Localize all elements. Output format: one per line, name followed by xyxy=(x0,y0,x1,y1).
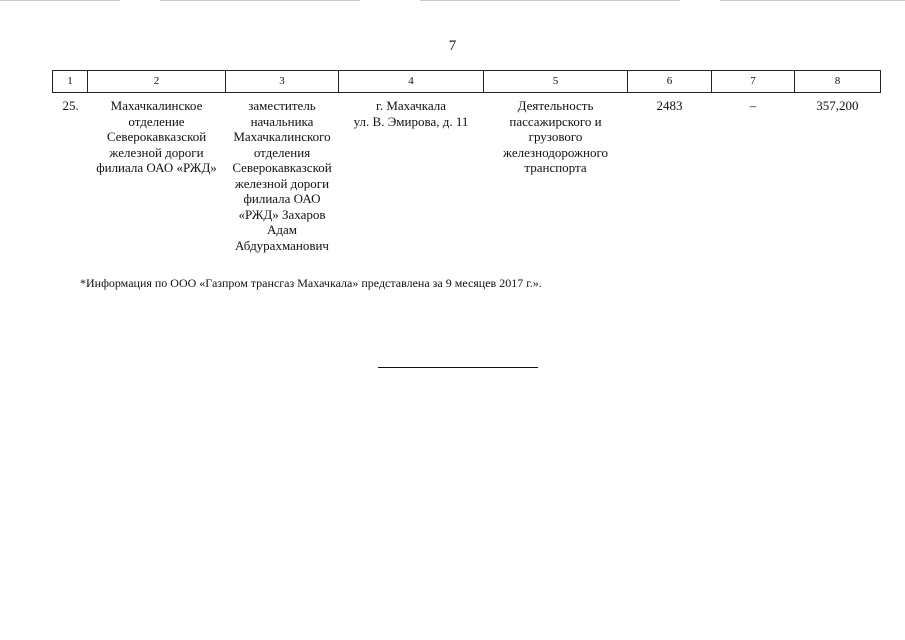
cell-line: пассажирского и xyxy=(509,113,602,129)
table-row xyxy=(53,93,881,254)
cell-line: железнодорожного xyxy=(503,144,608,160)
cell-line: заместитель xyxy=(248,98,316,113)
cell-line: Деятельность xyxy=(517,98,594,113)
column-header-8: 8 xyxy=(795,71,881,93)
organization-cell xyxy=(88,93,226,254)
scan-artifact xyxy=(420,0,680,1)
column-header-1: 1 xyxy=(53,71,88,93)
cell-line: Абдурахманович xyxy=(235,237,329,253)
scan-artifact xyxy=(0,0,120,1)
footnote: *Информация по ООО «Газпром трансгаз Махачкала» представлена за 9 месяцев 2017 г.». xyxy=(80,276,542,290)
column-header-4: 4 xyxy=(339,71,484,93)
column-header-6: 6 xyxy=(628,71,712,93)
cell-line: грузового xyxy=(528,129,583,144)
header-row xyxy=(53,71,881,93)
column-header-3: 3 xyxy=(226,71,339,93)
cell-line: Северокавказской xyxy=(106,129,207,144)
cell-line: транспорта xyxy=(524,160,587,175)
address-cell xyxy=(339,93,484,254)
cell-line: филиала ОАО «РЖД» xyxy=(96,160,217,175)
head-cell xyxy=(226,93,339,254)
cell-line: филиала ОАО xyxy=(243,191,321,206)
cell-line: Адам xyxy=(267,222,297,237)
column-6-cell: 2483 xyxy=(656,98,683,113)
cell-line: отделение xyxy=(128,113,185,129)
cell-line: Махачкалинского xyxy=(233,129,331,144)
cell-line: ул. В. Эмирова, д. 11 xyxy=(353,113,469,129)
cell-line: Северокавказской xyxy=(232,160,332,175)
page-number: 7 xyxy=(448,38,457,54)
cell-line: начальника xyxy=(250,113,314,129)
cell-line: г. Махачкала xyxy=(375,98,447,113)
row-number: 25. xyxy=(62,98,79,113)
scan-artifact xyxy=(720,0,905,1)
cell-line: «РЖД» Захаров xyxy=(238,206,326,222)
scan-artifact xyxy=(160,0,360,1)
cell-line: Махачкалинское xyxy=(110,98,203,113)
column-header-2: 2 xyxy=(88,71,226,93)
data-table xyxy=(52,70,881,253)
column-8-cell: 357,200 xyxy=(816,98,859,113)
cell-line: железной дороги xyxy=(109,144,204,160)
activity-cell xyxy=(484,93,628,254)
cell-line: отделения xyxy=(253,144,311,160)
column-header-5: 5 xyxy=(484,71,628,93)
end-of-document-rule xyxy=(378,367,538,368)
column-header-7: 7 xyxy=(712,71,795,93)
cell-line: железной дороги xyxy=(234,175,330,191)
column-7-cell: – xyxy=(749,98,757,113)
